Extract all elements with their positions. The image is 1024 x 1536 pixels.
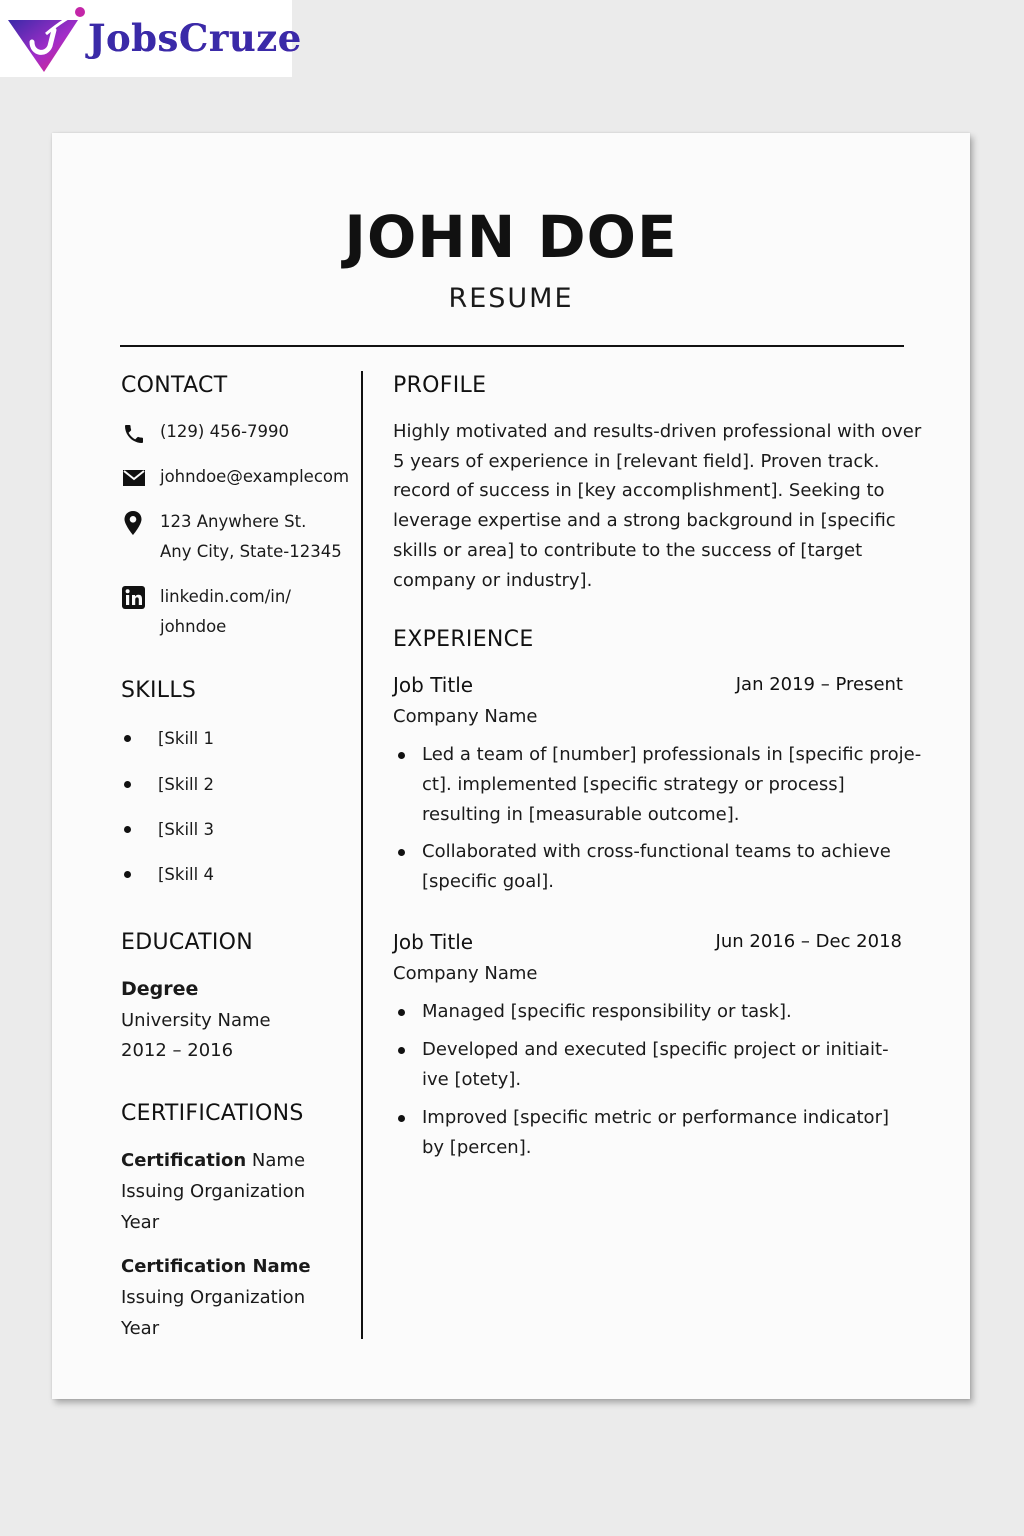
logo-text: JobsCruze [88,16,302,60]
job-bullet-line: Improved [specific metric or performance indicator] [422,1107,889,1128]
phone-icon [122,422,146,446]
certification-name-bold: Certification Name [121,1256,311,1277]
certification-org: Issuing Organization [121,1181,306,1202]
job-bullet-line: [specific goal]. [422,871,554,892]
profile-line: company or industry]. [393,570,593,591]
certification-name [121,1146,305,1176]
jobscruze-logo [0,0,302,77]
resume-subtitle: RESUME [448,283,574,314]
skill-bullet [124,781,131,788]
resume-name: JOHN DOE [344,203,678,271]
profile-line: skills or area] to contribute to the success of [target [393,540,863,561]
certification-year: Year [121,1318,160,1339]
skill-bullet [124,735,131,742]
profile-line: leverage expertise and a strong background in [specific [393,510,896,531]
experience-heading: EXPERIENCE [393,627,534,652]
contact-email: johndoe@examplecom [160,467,350,486]
contact-linkedin-line1: linkedin.com/in/ [160,587,291,606]
profile-heading: PROFILE [393,373,487,398]
email-icon [122,469,146,487]
education-university: University Name [121,1010,271,1031]
education-degree: Degree [121,978,199,1000]
skill-item: [Skill 4 [158,865,214,884]
education-heading: EDUCATION [121,930,254,955]
skill-bullet [124,871,131,878]
certification-name [121,1252,311,1282]
skill-bullet [124,826,131,833]
contact-linkedin-line2: johndoe [160,617,227,636]
job-bullet-line: Developed and executed [specific project or initiait- [422,1039,889,1060]
certification-org: Issuing Organization [121,1287,306,1308]
certification-name-rest: Name [246,1150,306,1171]
contact-address-line2: Any City, State-12345 [160,542,342,561]
job-bullet-line: by [percen]. [422,1137,532,1158]
location-pin-icon [123,510,143,536]
job-bullet [398,849,405,856]
job-dates: Jan 2019 – Present [735,674,903,695]
skill-item: [Skill 2 [158,775,214,794]
header-divider [120,345,904,347]
job-bullet-line: ct]. implemented [specific strategy or process] [422,774,845,795]
logo-mark-icon [6,6,86,72]
profile-line: 5 years of experience in [relevant field]. Proven track. [393,451,880,472]
certifications-heading: CERTIFICATIONS [121,1101,304,1126]
profile-line: Highly motivated and results-driven professional with over [393,421,922,442]
linkedin-icon [122,586,145,609]
job-bullet [398,1009,405,1016]
job-bullet-line: Managed [specific responsibility or task]. [422,1001,792,1022]
job-bullet-line: Led a team of [number] professionals in [specific proje- [422,744,922,765]
job-bullet-line: Collaborated with cross-functional teams to achieve [422,841,891,862]
skill-item: [Skill 1 [158,729,214,748]
contact-phone: (129) 456-7990 [160,422,290,441]
resume-page [52,133,970,1399]
job-company: Company Name [393,963,538,984]
profile-line: record of success in [key accomplishment]. Seeking to [393,480,885,501]
job-company: Company Name [393,706,538,727]
education-years: 2012 – 2016 [121,1040,234,1061]
skill-item: [Skill 3 [158,820,214,839]
skills-heading: SKILLS [121,678,197,703]
contact-heading: CONTACT [121,373,228,398]
job-title: Job Title [393,930,474,954]
job-bullet-line: ive [otety]. [422,1069,522,1090]
job-bullet [398,1115,405,1122]
job-title: Job Title [393,673,474,697]
contact-address-line1: 123 Anywhere St. [160,512,307,531]
job-bullet-line: resulting in [measurable outcome]. [422,804,740,825]
column-divider [361,371,363,1339]
job-dates: Jun 2016 – Dec 2018 [715,931,902,952]
certification-year: Year [121,1212,160,1233]
certification-name-bold: Certification [121,1150,247,1171]
job-bullet [398,752,405,759]
job-bullet [398,1047,405,1054]
